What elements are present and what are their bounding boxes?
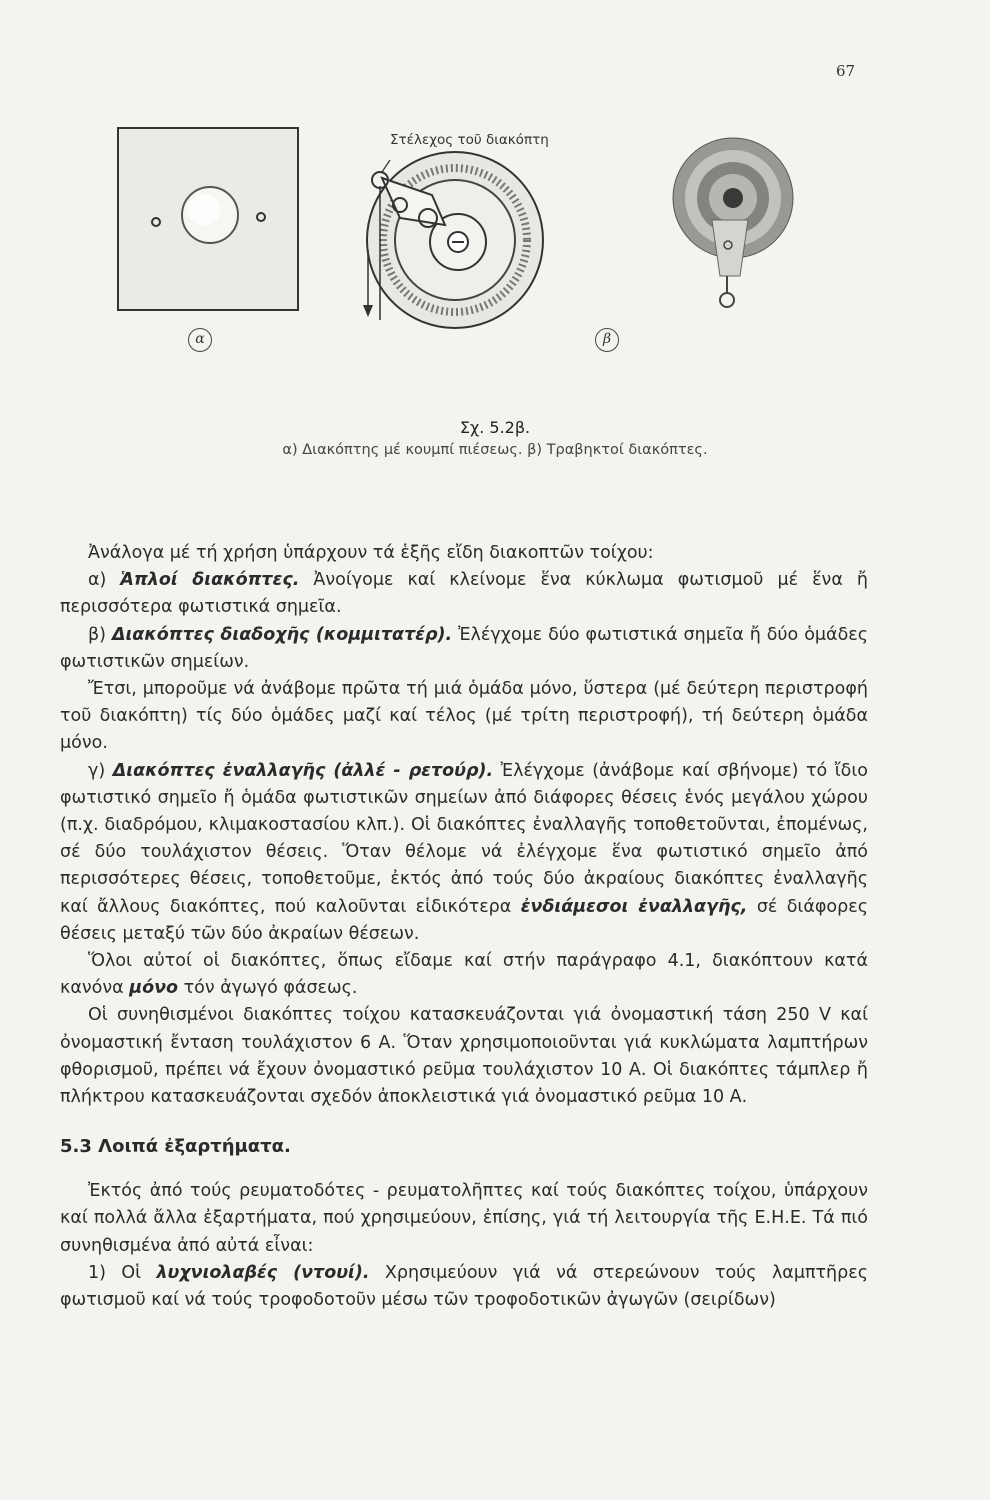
item-b-paragraph — [60, 622, 868, 676]
item-c-text2: σέ διάφορες θέσεις μεταξύ τῶν δύο ἀκραίων θέσεων. — [60, 896, 868, 944]
item-b-term: Διακόπτες διαδοχῆς (κομμιτατέρ). — [111, 624, 453, 645]
rating-paragraph — [60, 1002, 868, 1111]
phase-text-2: τόν ἀγωγό φάσεως. — [178, 978, 358, 999]
item-a-prefix: α) — [88, 570, 121, 591]
phase-paragraph — [60, 948, 868, 1002]
marker-a: α — [188, 328, 212, 352]
push-button-switch-plate — [118, 128, 298, 310]
page-number: 67 — [836, 62, 856, 80]
item-c-term2: ἐνδιάμεσοι ἐναλλαγῆς, — [520, 896, 748, 917]
item-a-term: Ἁπλοί διακόπτες. — [120, 570, 300, 591]
item-b-extra-paragraph — [60, 676, 868, 758]
item-1-text: Χρησιμεύουν γιά νά στερεώνουν τούς λαμπτῆρες φωτισμοῦ καί νά τούς τροφοδοτοῦν μέσω τῶν τροφοδοτικῶν ἀγωγῶν (σειρίδων) — [60, 1262, 868, 1311]
item-c-paragraph — [60, 758, 868, 948]
intro-paragraph — [60, 540, 868, 567]
section-heading: 5.3 Λοιπά ἐξαρτήματα. — [60, 1136, 291, 1158]
item-1-term: λυχνιολαβές (ντουί). — [156, 1262, 370, 1283]
phase-term: μόνο — [129, 978, 179, 999]
figure-caption-text: α) Διακόπτης μέ κουμπί πιέσεως. β) Τραβηκτοί διακόπτες. — [282, 442, 708, 458]
body-text — [60, 540, 868, 1314]
item-b-extra-text: Ἔτσι, μποροῦμε νά ἀνάβομε πρῶτα τή μιά ὁμάδα μόνο, ὕστερα (μέ δεύτερη περιστροφή τοῦ διακόπτη) τίς δύο ὁμάδες μαζί καί τέλος (μέ τρίτη περιστροφή), τή δεύτερη ὁμάδα μόνο. — [60, 679, 868, 754]
phase-text-1: Ὅλοι αὐτοί οἱ διακόπτες, ὅπως εἴδαμε καί στήν παράγραφο 4.1, διακόπτουν κατά κανόνα — [60, 951, 868, 999]
section-intro-paragraph — [60, 1178, 868, 1260]
section-intro-text: Ἐκτός ἀπό τούς ρευματοδότες - ρευματολῆπτες καί τούς διακόπτες τοίχου, ὑπάρχουν καί πολλά ἄλλα ἐξαρτήματα, πού χρησιμεύουν, ἐπίσης, γιά τή λειτουργία τῆς Ε.Η.Ε. Τά πιό συνηθισμένα ἀπό αὐτά εἶναι: — [60, 1181, 868, 1256]
item-c-text: Ἐλέγχομε (ἀνάβομε καί σβήνομε) τό ἴδιο φωτιστικό σημεῖο ἤ ὁμάδα φωτιστικῶν σημείων ἀπό διάφορες θέσεις ἑνός μεγάλου χώρου (π.χ. διαδρόμου, κλιμακοστασίου κλπ.). Οἱ διακόπτες ἐναλλαγῆς τοποθετοῦνται, ἐπομένως, σέ δύο τουλάχιστον θέσεις. Ὅταν θέλομε νά ἐλέγχομε ἕνα φωτιστικό σημεῖο ἀπό περισσότερες θέσεις, τοποθετοῦμε, ἐκτός ἀπό τούς δύο ἀκραίους διακόπτες ἐναλλαγῆς καί ἄλλους διακόπτες, πού καλοῦνται εἰδικότερα — [60, 760, 868, 917]
intro-text: Ἀνάλογα μέ τή χρήση ὑπάρχουν τά ἑξῆς εἴδη διακοπτῶν τοίχου: — [88, 543, 654, 563]
item-1-prefix: 1) Οἱ — [88, 1262, 157, 1283]
marker-b: β — [595, 328, 619, 352]
pull-switch-exterior — [673, 138, 793, 307]
item-a-paragraph — [60, 567, 868, 621]
item-b-text: Ἐλέγχομε δύο φωτιστικά σημεῖα ἤ δύο ὁμάδες φωτιστικῶν σημείων. — [60, 624, 869, 672]
item-a-text: Ἀνοίγομε καί κλείνομε ἕνα κύκλωμα φωτισμοῦ μέ ἕνα ἤ περισσότερα φωτιστικά σημεῖα. — [60, 570, 868, 618]
item-c-prefix: γ) — [88, 760, 113, 781]
figure-caption-title: Σχ. 5.2β. — [459, 418, 531, 437]
item-1-paragraph — [60, 1260, 868, 1314]
item-b-prefix: β) — [88, 624, 112, 645]
item-c-term: Διακόπτες ἐναλλαγῆς (ἀλλέ - ρετούρ). — [112, 760, 494, 781]
stem-label: Στέλεχος τοῦ διακόπτη — [390, 132, 549, 148]
rating-text: Οἱ συνηθισμένοι διακόπτες τοίχου κατασκευάζονται γιά ὀνομαστική τάση 250 V καί ὀνομαστική ἔνταση τουλάχιστον 6 Α. Ὅταν χρησιμοποιοῦνται γιά κυκλώματα λαμπτήρων φθορισμοῦ, πρέπει νά ἔχουν ὀνομαστικό ρεῦμα τουλάχιστον 10 Α. Οἱ διακόπτες τάμπλερ ἤ πλήκτρου κατασκευάζονται σχεδόν ἀποκλειστικά γιά ὀνομαστικό ρεῦμα 10 Α. — [60, 1005, 868, 1108]
figure-5-2b — [100, 100, 890, 460]
pull-switch-mechanism — [363, 152, 543, 328]
